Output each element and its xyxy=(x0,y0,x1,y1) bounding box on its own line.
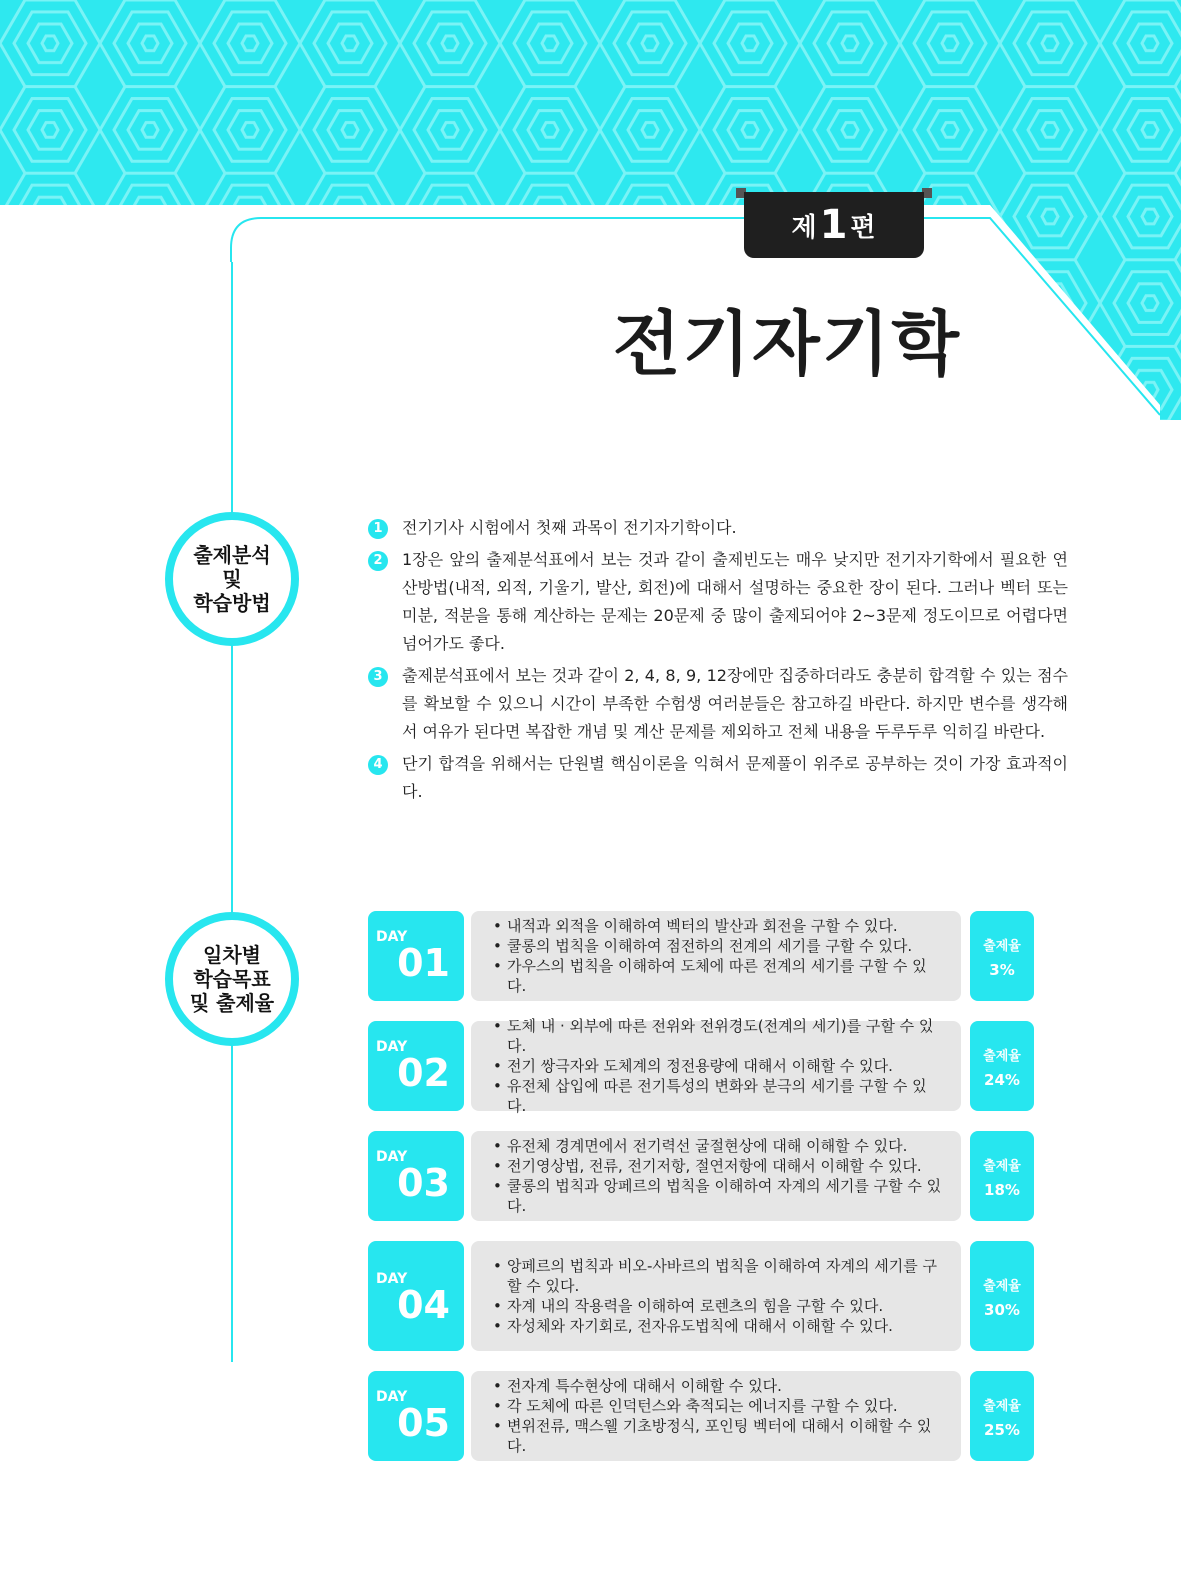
day-label: DAY xyxy=(376,1039,408,1055)
goal-item: • 전자계 특수현상에 대해서 이해할 수 있다. xyxy=(493,1376,943,1396)
number-marker: 3 xyxy=(368,667,388,687)
rate-value: 18% xyxy=(984,1181,1020,1199)
timeline-line xyxy=(231,262,233,1362)
rate-label: 출제율 xyxy=(983,1279,1021,1294)
day-label: DAY xyxy=(376,929,408,945)
part-title: 전기자기학 xyxy=(612,303,961,385)
goal-item: • 전기영상법, 전류, 전기저항, 절연저항에 대해서 이해할 수 있다. xyxy=(493,1156,943,1176)
goals-box xyxy=(471,1241,961,1351)
goal-item: • 쿨롱의 법칙과 앙페르의 법칙을 이해하여 자계의 세기를 구할 수 있다. xyxy=(493,1176,943,1216)
rate-badge xyxy=(970,1021,1034,1111)
day-badge xyxy=(368,1241,464,1351)
list-item xyxy=(368,546,1068,658)
day-badge xyxy=(368,911,464,1001)
part-number: 1 xyxy=(819,202,849,248)
study-method-list xyxy=(368,514,1068,810)
section-label-line: 및 출제율 xyxy=(189,991,275,1015)
part-tab xyxy=(744,192,924,258)
day-number: 03 xyxy=(397,1161,450,1205)
hexagon-pattern-banner xyxy=(0,0,1181,420)
goal-item: • 앙페르의 법칙과 비오-사바르의 법칙을 이해하여 자계의 세기를 구할 수 있다. xyxy=(493,1256,943,1296)
goal-item: • 각 도체에 따른 인덕턴스와 축적되는 에너지를 구할 수 있다. xyxy=(493,1396,943,1416)
number-marker: 1 xyxy=(368,519,388,539)
section-label-line: 일차별 xyxy=(203,943,261,967)
rate-value: 30% xyxy=(984,1301,1020,1319)
rate-label: 출제율 xyxy=(983,939,1021,954)
section-label-line: 및 xyxy=(222,567,242,591)
section-label-daily-goals xyxy=(165,912,299,1046)
list-item xyxy=(368,750,1068,806)
section-label-line: 학습목표 xyxy=(193,967,271,991)
day-number: 04 xyxy=(397,1283,450,1327)
section-label-analysis xyxy=(165,512,299,646)
part-suffix: 편 xyxy=(850,212,877,243)
item-text: 출제분석표에서 보는 것과 같이 2, 4, 8, 9, 12장에만 집중하더라도 충분히 합격할 수 있는 점수를 확보할 수 있으니 시간이 부족한 수험생 여러분들은 참고하길 바란다. 하지만 변수를 생각해서 여유가 된다면 복잡한 개념 및 계산 문제를 제외하고 전체 내용을 두루두루 익히길 바란다. xyxy=(402,666,1068,741)
day-label: DAY xyxy=(376,1389,408,1405)
goal-item: • 자계 내의 작용력을 이해하여 로렌츠의 힘을 구할 수 있다. xyxy=(493,1296,943,1316)
item-text: 1장은 앞의 출제분석표에서 보는 것과 같이 출제빈도는 매우 낮지만 전기자기학에서 필요한 연산방법(내적, 외적, 기울기, 발산, 회전)에 대해서 설명하는 중요한 장이 된다. 그러나 벡터 또는 미분, 적분을 통해 계산하는 문제는 20문제 중 많이 출제되어야 2~3문제 정도이므로 어렵다면 넘어가도 좋다. xyxy=(402,550,1068,653)
goal-item: • 가우스의 법칙을 이해하여 도체에 따른 전계의 세기를 구할 수 있다. xyxy=(493,956,943,996)
day-number: 02 xyxy=(397,1051,450,1095)
day-badge xyxy=(368,1371,464,1461)
rate-badge xyxy=(970,1371,1034,1461)
rate-badge xyxy=(970,1241,1034,1351)
rate-badge xyxy=(970,911,1034,1001)
day-label: DAY xyxy=(376,1271,408,1287)
section-label-line: 출제분석 xyxy=(193,543,271,567)
goals-box xyxy=(471,911,961,1001)
rate-value: 3% xyxy=(989,961,1015,979)
goal-item: • 도체 내 · 외부에 따른 전위와 전위경도(전계의 세기)를 구할 수 있다. xyxy=(493,1016,943,1056)
goal-item: • 내적과 외적을 이해하여 벡터의 발산과 회전을 구할 수 있다. xyxy=(493,916,943,936)
goal-item: • 쿨롱의 법칙을 이해하여 점전하의 전계의 세기를 구할 수 있다. xyxy=(493,936,943,956)
day-label: DAY xyxy=(376,1149,408,1165)
goal-item: • 유전체 삽입에 따른 전기특성의 변화와 분극의 세기를 구할 수 있다. xyxy=(493,1076,943,1116)
number-marker: 2 xyxy=(368,551,388,571)
goal-item: • 자성체와 자기회로, 전자유도법칙에 대해서 이해할 수 있다. xyxy=(493,1316,943,1336)
rate-label: 출제율 xyxy=(983,1049,1021,1064)
rate-value: 25% xyxy=(984,1421,1020,1439)
day-number: 05 xyxy=(397,1401,450,1445)
goals-box xyxy=(471,1017,961,1115)
section-label-line: 학습방법 xyxy=(193,591,271,615)
rate-label: 출제율 xyxy=(983,1399,1021,1414)
item-text: 단기 합격을 위해서는 단원별 핵심이론을 익혀서 문제풀이 위주로 공부하는 것이 가장 효과적이다. xyxy=(402,754,1068,801)
rate-value: 24% xyxy=(984,1071,1020,1089)
item-text: 전기기사 시험에서 첫째 과목이 전기자기학이다. xyxy=(402,518,737,537)
rate-badge xyxy=(970,1131,1034,1221)
list-item xyxy=(368,662,1068,746)
goal-item: • 전기 쌍극자와 도체계의 정전용량에 대해서 이해할 수 있다. xyxy=(493,1056,943,1076)
goals-box xyxy=(471,1131,961,1221)
part-prefix: 제 xyxy=(791,212,818,243)
number-marker: 4 xyxy=(368,755,388,775)
day-number: 01 xyxy=(397,941,450,985)
day-badge xyxy=(368,1131,464,1221)
goal-item: • 변위전류, 맥스웰 기초방정식, 포인팅 벡터에 대해서 이해할 수 있다. xyxy=(493,1416,943,1456)
list-item xyxy=(368,514,1068,542)
goal-item: • 유전체 경계면에서 전기력선 굴절현상에 대해 이해할 수 있다. xyxy=(493,1136,943,1156)
goals-box xyxy=(471,1371,961,1461)
rate-label: 출제율 xyxy=(983,1159,1021,1174)
day-badge xyxy=(368,1021,464,1111)
